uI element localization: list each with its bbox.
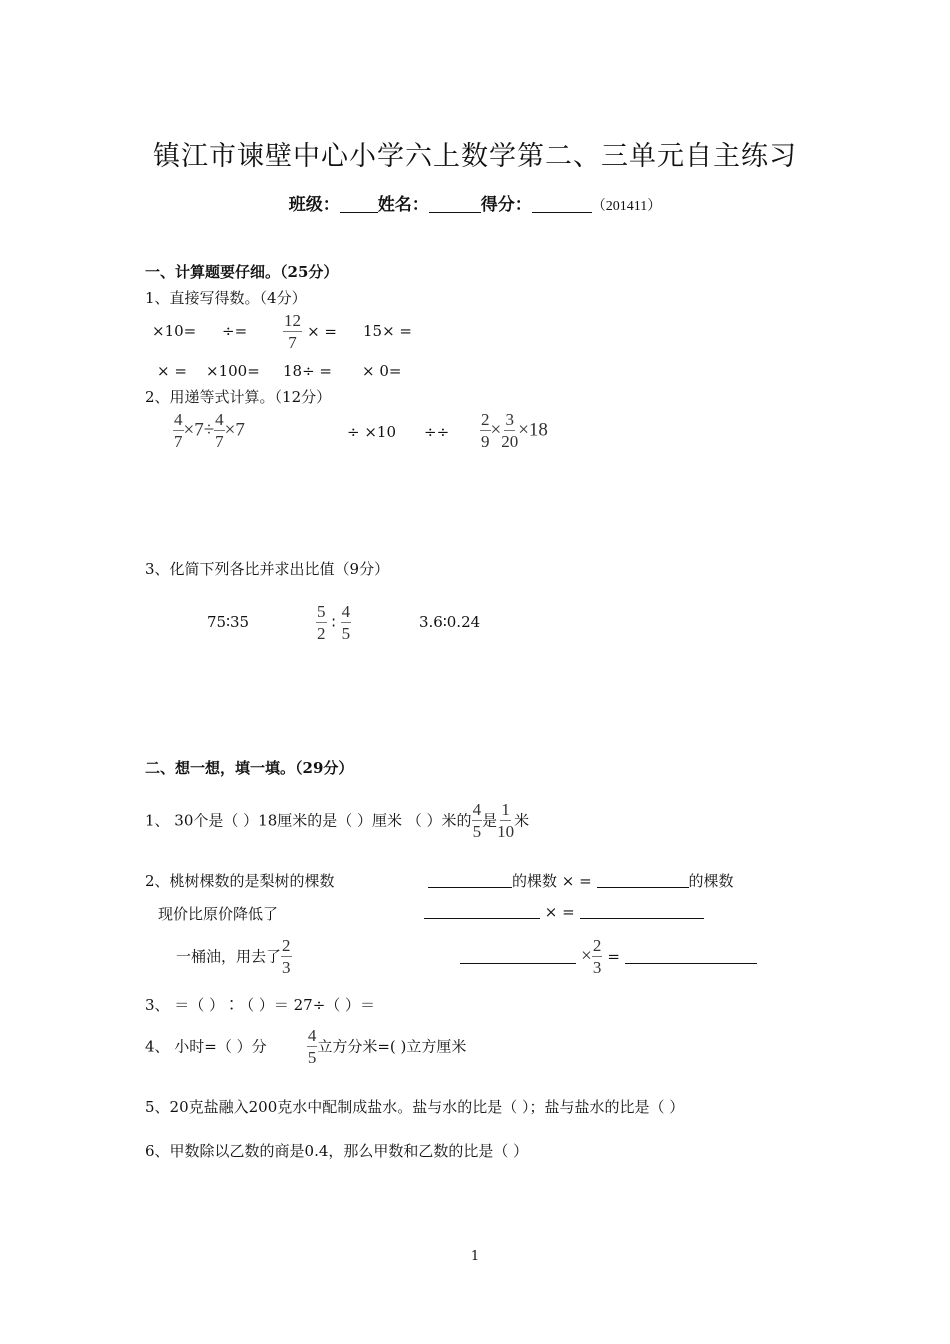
- score-blank[interactable]: [532, 196, 592, 213]
- score-label: 得分：: [480, 195, 532, 215]
- fraction: $\frac{4}{5}$: [472, 800, 482, 841]
- q1-1-item-f: ×100=: [206, 362, 260, 380]
- q1-3-ratio-1: 75∶35: [207, 613, 250, 631]
- fraction: $\frac{12}{7}$: [284, 311, 301, 352]
- q1-2-expr-2: ÷ ×10: [347, 423, 396, 441]
- fill-blank[interactable]: [580, 904, 704, 919]
- fill-blank[interactable]: [424, 904, 540, 919]
- q1-1-item-a: ×10=: [152, 322, 197, 340]
- page-number: 1: [470, 1249, 480, 1264]
- fraction: $\frac{1}{10}$: [497, 800, 515, 841]
- fraction: $\frac{3}{20}$: [501, 410, 519, 451]
- fraction: $\frac{5}{2}$: [317, 602, 326, 643]
- fraction: $\frac{4}{7}$: [174, 410, 183, 451]
- fraction: $\frac{2}{9}$: [481, 410, 490, 451]
- q2-2-line1-text: 2、桃树棵数的是梨树的棵数: [145, 872, 335, 890]
- q2-6: 6、甲数除以乙数的商是0.4，那么甲数和乙数的比是（ ）: [145, 1142, 529, 1160]
- q1-1-item-g: 18÷ =: [283, 362, 332, 380]
- q2-5: 5、20克盐融入200克水中配制成盐水。盐与水的比是（ ）；盐与盐水的比是（ ）: [145, 1098, 685, 1116]
- q2-2-line1-equation: 的棵数 × = 的棵数: [428, 870, 734, 891]
- name-blank[interactable]: [429, 196, 481, 213]
- q2-2-line2-text: 现价比原价降低了: [158, 905, 279, 923]
- q2-4: 4、 小时=（ ）分 $\frac{4}{5}$ 立方分米=( )立方厘米: [145, 1026, 467, 1067]
- fraction: $\frac{2}{3}$: [282, 936, 291, 977]
- section2-heading: 二、想一想，填一填。（29分）: [145, 759, 354, 777]
- student-info-line: [0, 190, 950, 215]
- fill-blank[interactable]: [428, 873, 512, 888]
- q2-1: 1、 30个是（ ）18厘米的是（ ）厘米 （ ）米的 $\frac{4}{5}$ 是 $\frac{1}{10}$ 米: [145, 800, 530, 841]
- q2-2-line2-equation: × =: [424, 903, 704, 921]
- q1-2-label: 2、用递等式计算。（12分）: [145, 388, 332, 406]
- class-blank[interactable]: [340, 196, 378, 213]
- q1-2-expr-1: $\frac{4}{7}$ ×7÷ $\frac{4}{7}$ ×7: [174, 410, 245, 451]
- fill-blank[interactable]: [625, 949, 757, 964]
- q1-3-label: 3、化简下列各比并求出比值（9分）: [145, 560, 390, 578]
- q1-2-expr-3: ÷÷: [424, 423, 450, 441]
- q2-2-line3-equation: × $\frac{2}{3}$ =: [460, 937, 757, 977]
- date-code: （201411）: [591, 199, 662, 214]
- q1-2-expr-4: $\frac{2}{9}$ × $\frac{3}{20}$ ×18: [481, 410, 548, 451]
- fill-blank[interactable]: [597, 873, 689, 888]
- q2-2-line3-text: 一桶油，用去了 $\frac{2}{3}$: [176, 936, 291, 977]
- q1-1-item-c: $\frac{12}{7}$ × =: [284, 311, 337, 352]
- q1-3-ratio-2: $\frac{5}{2}$ ∶ $\frac{4}{5}$: [317, 602, 351, 643]
- fraction: $\frac{4}{7}$: [215, 410, 224, 451]
- section1-heading: 一、计算题要仔细。（25分）: [145, 263, 339, 281]
- q1-1-item-b: ÷=: [222, 322, 248, 340]
- q1-1-item-e: × =: [157, 362, 187, 380]
- class-label: 班级：: [288, 195, 340, 215]
- q1-1-item-h: × 0=: [362, 362, 402, 380]
- q1-1-item-d: 15× =: [363, 322, 412, 340]
- q1-3-ratio-3: 3.6∶0.24: [419, 613, 481, 631]
- fill-blank[interactable]: [460, 949, 576, 964]
- q1-1-label: 1、直接写得数。（4分）: [145, 289, 307, 307]
- name-label: 姓名：: [377, 195, 429, 215]
- page-title: 镇江市谏壁中心小学六上数学第二、三单元自主练习: [153, 141, 797, 172]
- fraction: $\frac{2}{3}$: [592, 936, 602, 977]
- fraction: $\frac{4}{5}$: [307, 1026, 317, 1067]
- q2-3: 3、 ＝（ ）∶（ ）＝ 27÷（ ）＝: [145, 996, 376, 1014]
- fraction: $\frac{4}{5}$: [341, 602, 351, 643]
